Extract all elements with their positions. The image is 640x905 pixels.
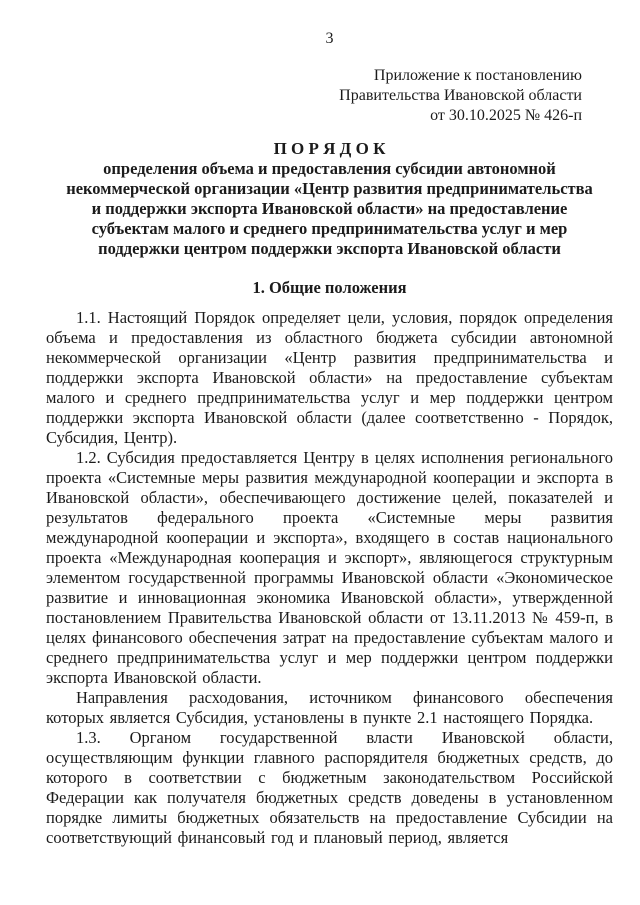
appendix-line-3: от 30.10.2025 № 426-п [430, 107, 582, 124]
body-text [46, 308, 613, 848]
document-title-line-1: определения объема и предоставления субсидии автономной [103, 159, 556, 178]
document-title-line-5: поддержки центром поддержки экспорта Ивановской области [98, 239, 561, 258]
paragraph-1-3: 1.3. Органом государственной власти Ивановской области, осуществляющим функции главного распорядителя бюджетных средств, до которого в соответствии с бюджетным законодательством Российской Федерации как получателя бюджетных средств доведены в установленном порядке лимиты бюджетных обязательств на предоставление Субсидии на соответствующий финансовый год и плановый период, является [46, 728, 613, 847]
paragraph-directions: Направления расходования, источником финансового обеспечения которых является Субсидия, установлены в пункте 2.1 настоящего Порядка. [46, 688, 613, 727]
appendix-line-1: Приложение к постановлению [373, 67, 582, 84]
appendix-reference [46, 66, 613, 126]
paragraph-1-2: 1.2. Субсидия предоставляется Центру в целях исполнения регионального проекта «Системные меры развития международной кооперации и экспорта в Ивановской области», обеспечивающего достижение целей, показателей и результатов федерального проекта «Системные меры развития международной кооперации и экспорта», входящего в состав национального проекта «Международная кооперация и экспорт», являющегося структурным элементом государственной программы Ивановской области «Экономическое развитие и инновационная экономика Ивановской области», утвержденной постановлением Правительства Ивановской области от 13.11.2013 № 459-п, в целях финансового обеспечения затрат на предоставление субъектам малого и среднего предпринимательства услуг и мер поддержки центром поддержки экспорта Ивановской области. [46, 448, 613, 687]
appendix-line-2: Правительства Ивановской области [339, 87, 582, 104]
section-heading-general-provisions: 1. Общие положения [252, 278, 407, 297]
document-title-line-4: субъектам малого и среднего предпринимательства услуг и мер [91, 219, 568, 238]
document-title [46, 139, 613, 259]
document-title-line-3: и поддержки экспорта Ивановской области» на предоставление [91, 199, 568, 218]
document-title-main: П О Р Я Д О К [273, 139, 386, 158]
document-title-line-2: некоммерческой организации «Центр развития предпринимательства [66, 179, 593, 198]
document-content [46, 0, 613, 848]
page-number: 3 [325, 30, 334, 47]
paragraph-1-1: 1.1. Настоящий Порядок определяет цели, условия, порядок определения объема и предоставления из областного бюджета субсидии автономной некоммерческой организации «Центр развития предпринимательства и поддержки экспорта Ивановской области» на предоставление субъектам малого и среднего предпринимательства услуг и мер поддержки центром поддержки экспорта Ивановской области (далее соответственно - Порядок, Субсидия, Центр). [46, 308, 613, 447]
